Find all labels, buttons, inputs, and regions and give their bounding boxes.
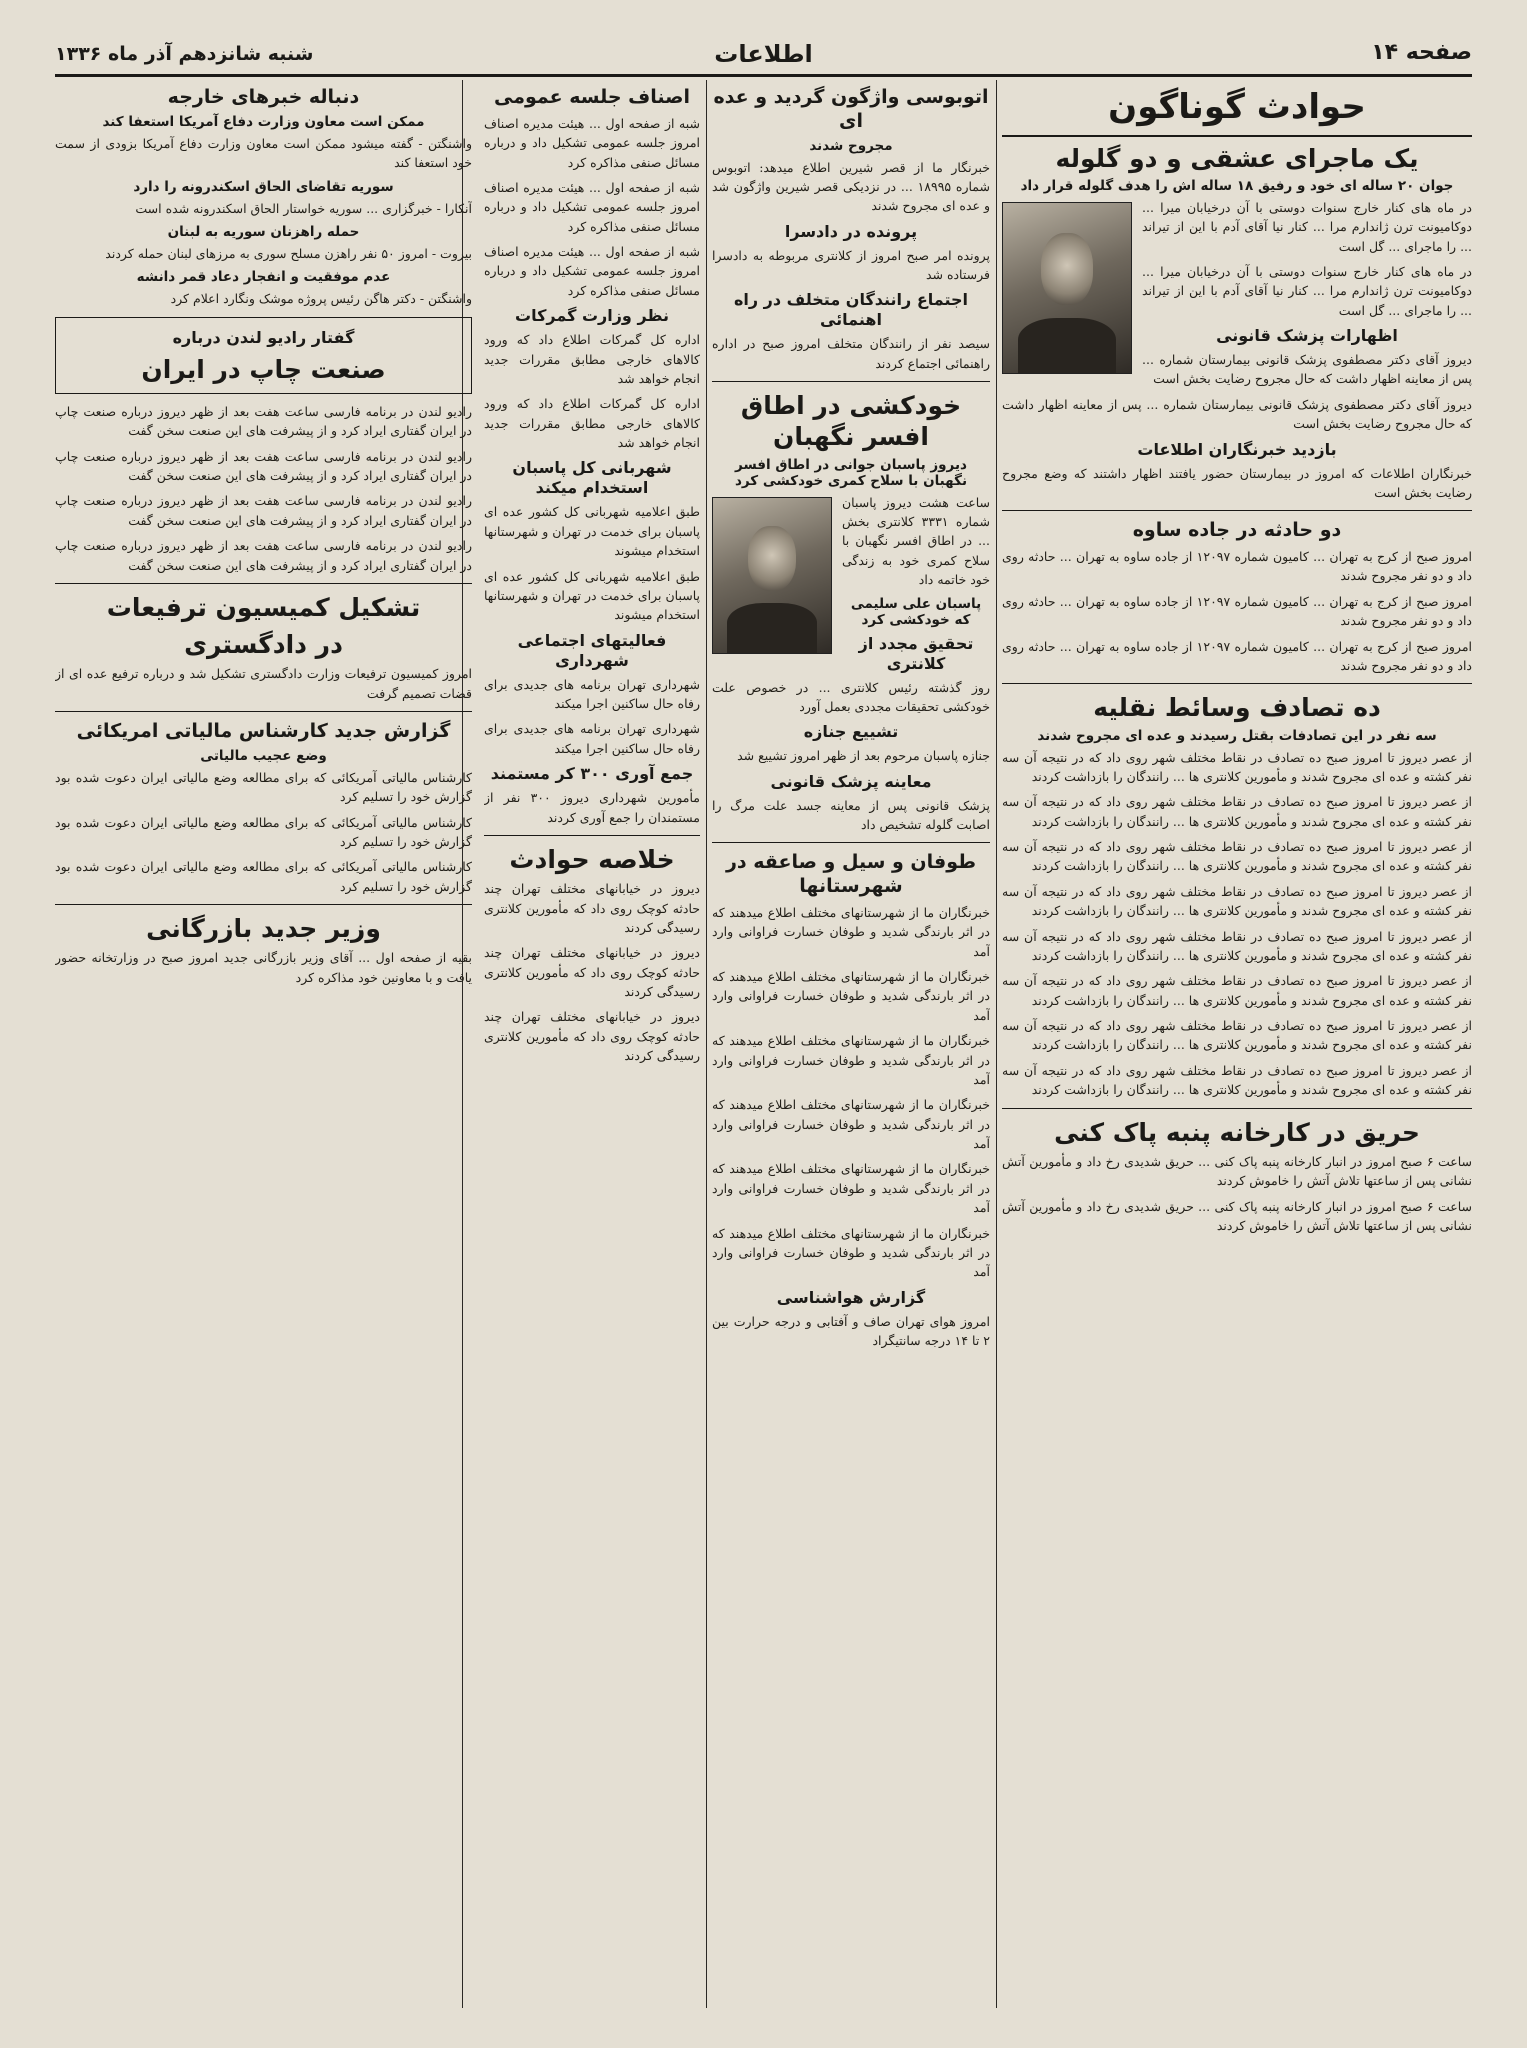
article-headline: فعالیتهای اجتماعی شهرداری [517,630,667,670]
article-headline: دنباله خبرهای خارجه [167,86,360,108]
article-headline: معاینه پزشک قانونی [770,771,932,791]
article-headline: حریق در کارخانه پنبه پاک کنی [1054,1117,1420,1147]
article-body: کارشناس مالیاتی آمریکائی که برای مطالعه وضع مالیاتی ایران دعوت شده بود گزارش خود را تسلیم کرد [55,814,472,849]
article-headline: اظهارات پزشک قانونی [1216,326,1398,345]
column-right [1002,80,1472,2008]
column-center-right [712,80,990,2008]
article-headline: دو حادثه در جاده ساوه [1132,519,1342,542]
article-headline: شهربانی کل پاسبان استخدام میکند [512,458,672,498]
article-headline: خلاصه حوادث [509,844,675,874]
article-body: کارشناس مالیاتی آمریکائی که برای مطالعه وضع مالیاتی ایران دعوت شده بود گزارش خود را تسلیم کرد [55,769,472,805]
article-headline: تشییع جنازه [803,722,899,742]
article-body: از عصر دیروز تا امروز صبح ده تصادف در نقاط مختلف شهر روی داد که در نتیجه آن سه نفر کشته و عده ای مجروح شدند و مأمورین کلانتری ها ... رانندگان را بازداشت کردند [1002,794,1472,829]
article-body: آنکارا - خبرگزاری ... سوریه خواستار الحاق اسکندرونه شده است [135,200,472,216]
column-divider [706,80,707,2008]
article-body: خبرنگار ما از قصر شیرین اطلاع میدهد: اتوبوس شماره ۱۸۹۹۵ ... در نزدیکی قصر شیرین واژگون شد و عده ای مجروح شدند [712,159,990,214]
section-title: حوادث گوناگون [1002,86,1472,137]
article-body: پرونده امر صبح امروز از کلانتری مربوطه به دادسرا فرستاده شد [712,247,990,282]
article-body: ساعت ۶ صبح امروز در انبار کارخانه پنبه پاک کنی ... حریق شدیدی رخ داد و مأمورین آتش نشانی پس از ساعتها تلاش آتش را خاموش کردند [1002,1153,1472,1189]
divider [1002,683,1472,684]
article-body: اداره کل گمرکات اطلاع داد که ورود کالاهای خارجی مطابق مقررات جدید انجام خواهد شد [484,396,700,450]
article-headline: بازدید خبرنگاران اطلاعات [1137,439,1337,459]
article-body: خبرنگاران ما از شهرستانهای مختلف اطلاع میدهند که در اثر بارندگی شدید و طوفان خسارت فراوانی وارد آمد [712,904,990,959]
article-body: واشنگتن - دکتر هاگن رئیس پروژه موشک ونگارد اعلام کرد [170,291,472,307]
article-headline-large: صنعت چاپ در ایران [141,354,386,384]
article-headline: تشکیل کمیسیون ترفیعات [106,592,421,622]
article-body: خبرنگاران ما از شهرستانهای مختلف اطلاع میدهند که در اثر بارندگی شدید و طوفان خسارت فراوانی وارد آمد [712,1033,990,1087]
article-body: از عصر دیروز تا امروز صبح ده تصادف در نقاط مختلف شهر روی داد که در نتیجه آن سه نفر کشته و عده ای مجروح شدند و مأمورین کلانتری ها ... رانندگان را بازداشت کردند [1002,1062,1472,1098]
page-number: صفحه ۱۴ [1371,40,1472,65]
article-body: بیروت - امروز ۵۰ نفر راهزن مسلح سوری به مرزهای لبنان حمله کردند [105,245,472,261]
article-body: از عصر دیروز تا امروز صبح ده تصادف در نقاط مختلف شهر روی داد که در نتیجه آن سه نفر کشته و عده ای مجروح شدند و مأمورین کلانتری ها ... رانندگان را بازداشت کردند [1002,839,1472,874]
article-headline: نظر وزارت گمرکات [515,306,669,326]
paper-name: اطلاعات [714,40,813,68]
article-body: مأمورین شهرداری دیروز ۳۰۰ نفر از مستمندان را جمع آوری کردند [484,790,700,825]
article-subhead: سوریه تقاضای الحاق اسکندرونه را دارد [133,178,394,195]
article-body: بقیه از صفحه اول ... آقای وزیر بازرگانی جدید امروز صبح در وزارتخانه حضور یافت و با معاونین خود مذاکره کرد [55,950,472,985]
article-body: شهرداری تهران برنامه های جدیدی برای رفاه حال ساکنین اجرا میکند [484,676,700,711]
article-body: واشنگتن - گفته میشود ممکن است معاون وزارت دفاع آمریکا بزودی از سمت خود استعفا کند [55,135,472,171]
article-headline: وزیر جدید بازرگانی [146,914,381,944]
article-headline: گفتار رادیو لندن درباره [172,327,355,347]
article-body: خبرنگاران ما از شهرستانهای مختلف اطلاع میدهند که در اثر بارندگی شدید و طوفان خسارت فراوانی وارد آمد [712,969,990,1023]
article-body: خبرنگاران ما از شهرستانهای مختلف اطلاع میدهند که در اثر بارندگی شدید و طوفان خسارت فراوانی وارد آمد [712,1225,990,1280]
article-subhead: وضع عجیب مالیاتی [200,747,327,764]
article-body: شهرداری تهران برنامه های جدیدی برای رفاه حال ساکنین اجرا میکند [484,721,700,756]
article-body: دیروز آقای دکتر مصطفوی پزشک قانونی بیمارستان شماره ... پس از معاینه اظهار داشت که حال مجروح رضایت بخش است [1002,396,1472,432]
feature-box [55,317,472,394]
article-headline: خودکشی در اطاق افسر نگهبان [740,391,962,452]
article-headline: اتوبوسی واژگون گردید و عده ای [713,86,989,132]
article-subhead: سه نفر در این تصادفات بقتل رسیدند و عده ای مجروح شدند [1037,727,1437,744]
article-body: رادیو لندن در برنامه فارسی ساعت هفت بعد از ظهر دیروز درباره صنعت چاپ در ایران گفتاری ایراد کرد و از پیشرفت های این صنعت سخن گفت [55,448,472,483]
article-subhead: جوان ۲۰ ساله ای خود و رفیق ۱۸ ساله اش را هدف گلوله قرار داد [1020,177,1454,194]
divider [1002,1108,1472,1109]
article-headline: تحقیق مجدد از کلانتری [858,633,974,673]
article-body: پزشک قانونی پس از معاینه جسد علت مرگ را اصابت گلوله تشخیص داد [712,797,990,832]
article-body: ساعت هشت دیروز پاسبان شماره ۳۳۳۱ کلانتری بخش ... در اطاق افسر نگهبان با سلاح کمری خود به زندگی خود خاتمه داد [842,494,990,588]
article-body: امروز کمیسیون ترفیعات وزارت دادگستری تشکیل شد و درباره ترفیع عده ای از قضات تصمیم گرفت [55,666,472,701]
article-body: دیروز در خیابانهای مختلف تهران چند حادثه کوچک روی داد که مأمورین کلانتری رسیدگی کردند [484,881,700,935]
column-left [55,80,472,2008]
article-body: از عصر دیروز تا امروز صبح ده تصادف در نقاط مختلف شهر روی داد که در نتیجه آن سه نفر کشته و عده ای مجروح شدند و مأمورین کلانتری ها ... رانندگان را بازداشت کردند [1002,928,1472,963]
column-center-left [484,80,700,2008]
article-body: دیروز آقای دکتر مصطفوی پزشک قانونی بیمارستان شماره ... پس از معاینه اظهار داشت که حال مجروح رضایت بخش است [1142,352,1472,387]
article-body: خبرنگاران اطلاعات که امروز در بیمارستان حضور یافتند اظهار داشتند که وضع مجروح رضایت بخش است [1002,465,1472,500]
divider [712,842,990,843]
article-headline: اصناف جلسه عمومی [494,86,690,108]
article-headline: ده تصادف وسائط نقلیه [1093,693,1381,723]
divider [712,381,990,382]
portrait-photo [1002,202,1132,374]
article-body: شبه از صفحه اول ... هیئت مدیره اصناف امروز جلسه عمومی تشکیل داد و درباره مسائل صنفی مذاکره کرد [484,179,700,234]
divider [484,835,700,836]
article-body: شبه از صفحه اول ... هیئت مدیره اصناف امروز جلسه عمومی تشکیل داد و درباره مسائل صنفی مذاکره کرد [484,244,700,298]
article-headline: یک ماجرای عشقی و دو گلوله [1055,143,1419,173]
divider [55,904,472,905]
article-subhead: عدم موفقیت و انفجار دعاد قمر دانشه [136,269,391,286]
article-body: در ماه های کنار خارج سنوات دوستی با آن درخیابان میرا ... دوکامیونت ترن ژاندارم مرا ... کنار نیا آقای آدم با این از تیراند ... را ماجرای ... گل است [1142,263,1472,318]
article-body: خبرنگاران ما از شهرستانهای مختلف اطلاع میدهند که در اثر بارندگی شدید و طوفان خسارت فراوانی وارد آمد [712,1097,990,1151]
article-headline-large: در دادگستری [184,630,343,660]
divider [55,583,472,584]
article-body: سیصد نفر از رانندگان متخلف امروز صبح در اداره راهنمائی اجتماع کردند [712,336,990,371]
article-subhead: دیروز پاسبان جوانی در اطاق افسر نگهبان با سلاح کمری خودکشی کرد [734,456,968,489]
portrait-photo [712,497,832,654]
date-line: شنبه شانزدهم آذر ماه ۱۳۳۶ [55,43,314,65]
article-body: شبه از صفحه اول ... هیئت مدیره اصناف امروز جلسه عمومی تشکیل داد و درباره مسائل صنفی مذاکره کرد [484,115,700,170]
article-body: از عصر دیروز تا امروز صبح ده تصادف در نقاط مختلف شهر روی داد که در نتیجه آن سه نفر کشته و عده ای مجروح شدند و مأمورین کلانتری ها ... رانندگان را بازداشت کردند [1002,883,1472,919]
article-body: رادیو لندن در برنامه فارسی ساعت هفت بعد از ظهر دیروز درباره صنعت چاپ در ایران گفتاری ایراد کرد و از پیشرفت های این صنعت سخن گفت [55,493,472,528]
article-body: دیروز در خیابانهای مختلف تهران چند حادثه کوچک روی داد که مأمورین کلانتری رسیدگی کردند [484,945,700,999]
article-body: از عصر دیروز تا امروز صبح ده تصادف در نقاط مختلف شهر روی داد که در نتیجه آن سه نفر کشته و عده ای مجروح شدند و مأمورین کلانتری ها ... رانندگان را بازداشت کردند [1002,749,1472,784]
article-body: ساعت ۶ صبح امروز در انبار کارخانه پنبه پاک کنی ... حریق شدیدی رخ داد و مأمورین آتش نشانی پس از ساعتها تلاش آتش را خاموش کردند [1002,1198,1472,1233]
article-body: کارشناس مالیاتی آمریکائی که برای مطالعه وضع مالیاتی ایران دعوت شده بود گزارش خود را تسلیم کرد [55,859,472,894]
divider [55,711,472,712]
article-body: امروز صبح از کرج به تهران ... کامیون شماره ۱۲۰۹۷ از جاده ساوه به تهران ... حادثه روی داد و دو نفر مجروح شدند [1002,593,1472,629]
article-body: از عصر دیروز تا امروز صبح ده تصادف در نقاط مختلف شهر روی داد که در نتیجه آن سه نفر کشته و عده ای مجروح شدند و مأمورین کلانتری ها ... رانندگان را بازداشت کردند [1002,973,1472,1008]
article-headline: جمع آوری ۳۰۰ کر مستمند [490,764,694,784]
article-body: طبق اعلامیه شهربانی کل کشور عده ای پاسبان برای خدمت در تهران و شهرستانها استخدام میشوند [484,568,700,623]
article-body: امروز صبح از کرج به تهران ... کامیون شماره ۱۲۰۹۷ از جاده ساوه به تهران ... حادثه روی داد و دو نفر مجروح شدند [1002,549,1472,584]
column-divider [996,80,997,2008]
article-body: امروز هوای تهران صاف و آفتابی و درجه حرارت بین ۲ تا ۱۴ درجه سانتیگراد [712,1313,990,1348]
article-body: دیروز در خیابانهای مختلف تهران چند حادثه کوچک روی داد که مأمورین کلانتری رسیدگی کردند [484,1009,700,1064]
photo-caption: پاسبان علی سلیمی که خودکشی کرد [850,595,982,628]
article-headline: اجتماع رانندگان متخلف در راه اهنمائی [733,290,969,330]
article-headline: طوفان و سیل و صاعقه در شهرستانها [725,851,977,898]
article-body: طبق اعلامیه شهربانی کل کشور عده ای پاسبان برای خدمت در تهران و شهرستانها استخدام میشوند [484,504,700,559]
article-body: خبرنگاران ما از شهرستانهای مختلف اطلاع میدهند که در اثر بارندگی شدید و طوفان خسارت فراوانی وارد آمد [712,1161,990,1216]
article-subhead: ممکن است معاون وزارت دفاع آمریکا استعفا کند [102,113,425,130]
article-body: در ماه های کنار خارج سنوات دوستی با آن درخیابان میرا ... دوکامیونت ترن ژاندارم مرا ... کنار نیا آقای آدم با این از تیراند ... را ماجرای ... گل است [1142,199,1472,254]
article-body: امروز صبح از کرج به تهران ... کامیون شماره ۱۲۰۹۷ از جاده ساوه به تهران ... حادثه روی داد و دو نفر مجروح شدند [1002,638,1472,673]
article-body: جنازه پاسبان مرحوم بعد از ظهر امروز تشییع شد [737,748,990,764]
article-headline: گزارش جدید کارشناس مالیاتی امریکائی [76,720,451,743]
divider [1002,510,1472,511]
article-headline: گزارش هواشناسی [776,1287,926,1307]
article-headline: پرونده در دادسرا [784,221,918,241]
article-body: رادیو لندن در برنامه فارسی ساعت هفت بعد از ظهر دیروز درباره صنعت چاپ در ایران گفتاری ایراد کرد و از پیشرفت های این صنعت سخن گفت [55,538,472,573]
article-body: از عصر دیروز تا امروز صبح ده تصادف در نقاط مختلف شهر روی داد که در نتیجه آن سه نفر کشته و عده ای مجروح شدند و مأمورین کلانتری ها ... رانندگان را بازداشت کردند [1002,1018,1472,1053]
article-body: روز گذشته رئیس کلانتری ... در خصوص علت خودکشی تحقیقات مجددی بعمل آورد [712,679,990,714]
page-header [55,34,1472,77]
article-subhead: مجروح شدند [809,137,893,154]
article-body: اداره کل گمرکات اطلاع داد که ورود کالاهای خارجی مطابق مقررات جدید انجام خواهد شد [484,332,700,386]
article-subhead: حمله راهزنان سوریه به لبنان [167,223,360,240]
article-body: رادیو لندن در برنامه فارسی ساعت هفت بعد از ظهر دیروز درباره صنعت چاپ در ایران گفتاری ایراد کرد و از پیشرفت های این صنعت سخن گفت [55,403,472,439]
